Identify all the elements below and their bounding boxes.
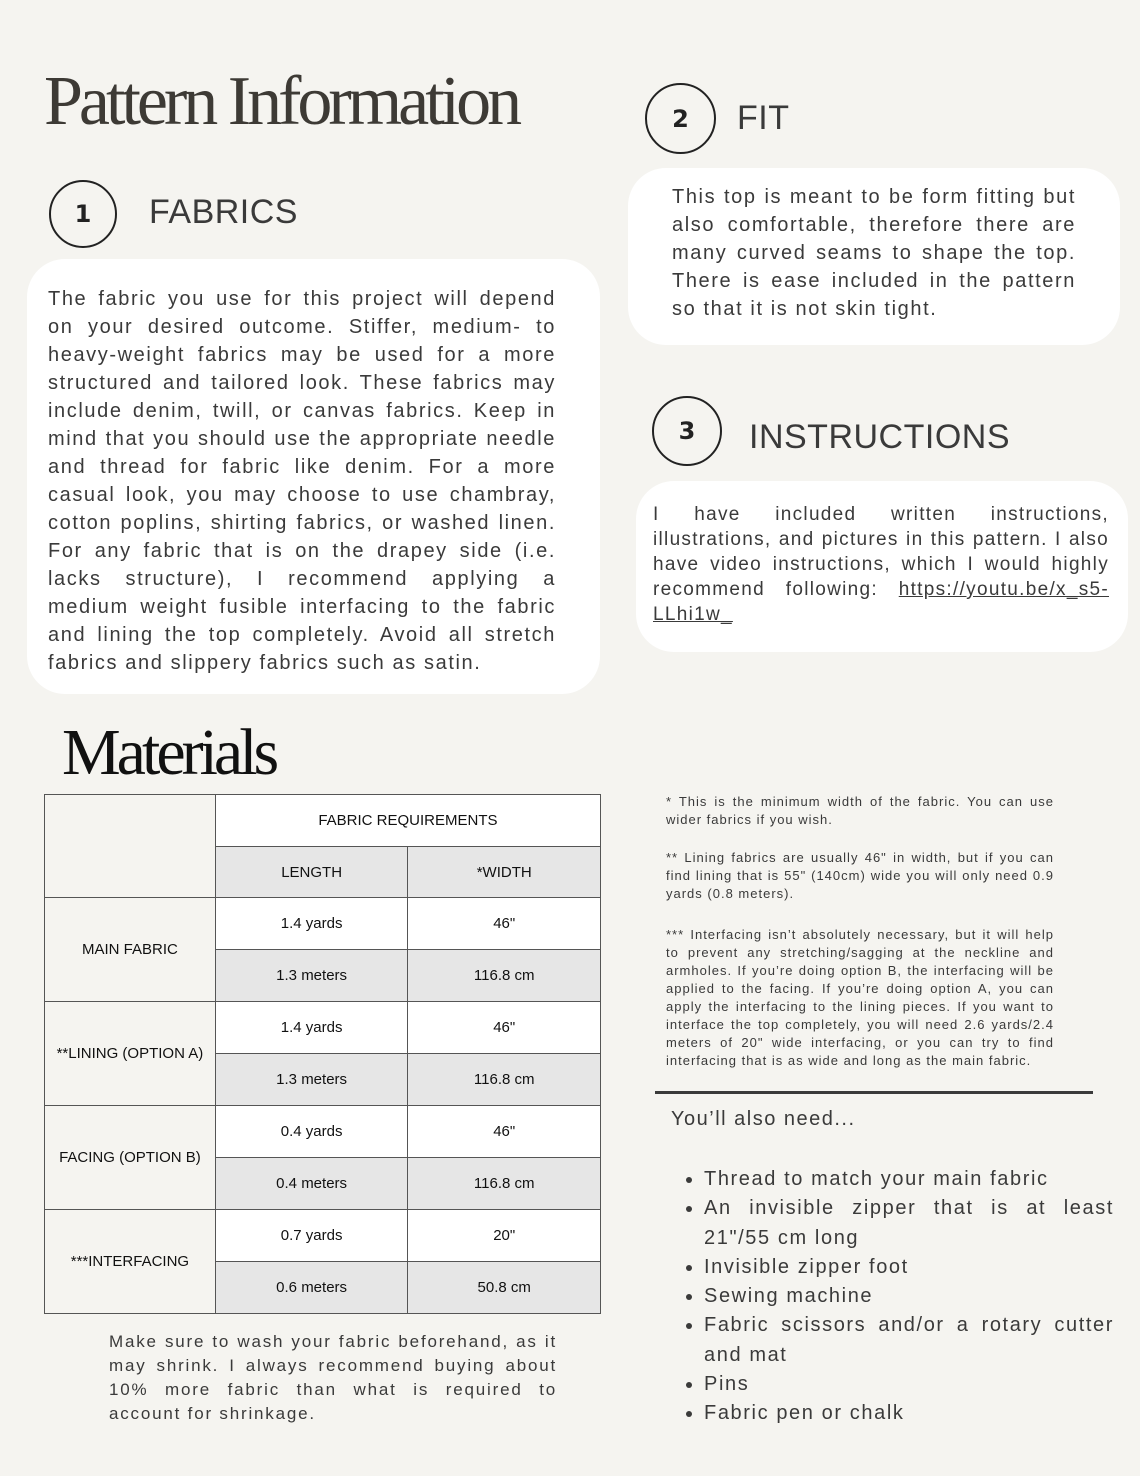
row-label: ***INTERFACING xyxy=(45,1210,216,1314)
row-label: **LINING (OPTION A) xyxy=(45,1002,216,1106)
cell-yards: 1.4 yards xyxy=(215,1002,408,1054)
instructions-heading: INSTRUCTIONS xyxy=(749,418,1010,456)
cell-meters: 1.3 meters xyxy=(215,950,408,1002)
wash-note: Make sure to wash your fabric beforehand, as it may shrink. I always recommend buying about 10% more fabric than what is required to account for shrinkage. xyxy=(109,1332,557,1423)
instructions-text xyxy=(653,502,1109,627)
cell-width-in: 46" xyxy=(408,1002,601,1054)
list-item: • Thread to match your main fabric xyxy=(704,1165,1114,1194)
cell-yards: 0.4 yards xyxy=(215,1106,408,1158)
list-item: • An invisible zipper that is at least 21"/55 cm long xyxy=(704,1194,1114,1253)
cell-width-cm: 50.8 cm xyxy=(408,1262,601,1314)
table-corner xyxy=(45,795,216,898)
cell-width-in: 46" xyxy=(408,898,601,950)
fit-heading: FIT xyxy=(737,99,790,137)
divider xyxy=(655,1091,1093,1094)
list-item: • Pins xyxy=(704,1370,1114,1399)
fabric-requirements-table xyxy=(44,794,601,1314)
instructions-body: I have included written instructions, illustrations, and pictures in this pattern. I also have video instructions, which I would highly recommend following: xyxy=(653,504,1109,600)
fabrics-text: The fabric you use for this project will depend on your desired outcome. Stiffer, medium- to heavy-weight fabrics may be used for a more structured and tailored look. These fabrics may include denim, twill, or canvas fabrics. Keep in mind that you should use the appropriate needle and thread for fabric like denim. For a more casual look, you may choose to use chambray, cotton poplins, shirting fabrics, or washed linen. For any fabric that is on the drapey side (i.e. lacks structure), I recommend applying a medium weight fusible interfacing to the fabric and lining the top completely. Avoid all stretch fabrics and slippery fabrics such as satin. xyxy=(48,288,556,674)
col-width-header: *WIDTH xyxy=(408,847,601,898)
cell-yards: 0.7 yards xyxy=(215,1210,408,1262)
cell-width-cm: 116.8 cm xyxy=(408,1054,601,1106)
list-item: • Fabric scissors and/or a rotary cutter and mat xyxy=(704,1311,1114,1370)
footnote-interfacing: *** Interfacing isn’t absolutely necessary, but it will help to prevent any stretching/sagging at the neckline and armholes. If you’re doing option B, the interfacing will be applied to the facing. If you’re doing option A, you can apply the interfacing to the lining pieces. If you want to interface the top completely, you will need 2.6 yards/2.4 meters of 20" wide interfacing, or you can try to find interfacing that is as wide and long as the main fabric. xyxy=(666,927,1054,1068)
video-link[interactable]: https://youtu.be/x_s5-LLhi1w_ xyxy=(653,579,1109,625)
list-item: • Fabric pen or chalk xyxy=(704,1399,1114,1428)
cell-width-cm: 116.8 cm xyxy=(408,950,601,1002)
also-need-list xyxy=(676,1165,1114,1429)
cell-meters: 0.6 meters xyxy=(215,1262,408,1314)
also-need-heading: You’ll also need... xyxy=(671,1108,856,1130)
fit-text: This top is meant to be form fitting but also comfortable, therefore there are many curved seams to shape the top. There is ease included in the pattern so that it is not skin tight. xyxy=(672,186,1076,320)
col-length-header: LENGTH xyxy=(215,847,408,898)
page-title: Pattern Information xyxy=(44,63,519,140)
cell-meters: 0.4 meters xyxy=(215,1158,408,1210)
footnote-lining: ** Lining fabrics are usually 46" in width, but if you can find lining that is 55" (140cm) wide you will only need 0.9 yards (0.8 meters). xyxy=(666,850,1054,901)
cell-width-in: 20" xyxy=(408,1210,601,1262)
row-label: MAIN FABRIC xyxy=(45,898,216,1002)
section-number-fit: 2 xyxy=(645,83,716,154)
table-header: FABRIC REQUIREMENTS xyxy=(215,795,600,847)
list-item: • Invisible zipper foot xyxy=(704,1253,1114,1282)
section-number-instructions: 3 xyxy=(652,396,722,466)
fabrics-heading: FABRICS xyxy=(149,193,298,231)
materials-title: Materials xyxy=(62,716,276,789)
list-item: • Sewing machine xyxy=(704,1282,1114,1311)
footnote-width: * This is the minimum width of the fabric. You can use wider fabrics if you wish. xyxy=(666,794,1054,827)
section-number-fabrics: 1 xyxy=(49,180,117,248)
row-label: FACING (OPTION B) xyxy=(45,1106,216,1210)
cell-width-in: 46" xyxy=(408,1106,601,1158)
cell-yards: 1.4 yards xyxy=(215,898,408,950)
cell-meters: 1.3 meters xyxy=(215,1054,408,1106)
cell-width-cm: 116.8 cm xyxy=(408,1158,601,1210)
